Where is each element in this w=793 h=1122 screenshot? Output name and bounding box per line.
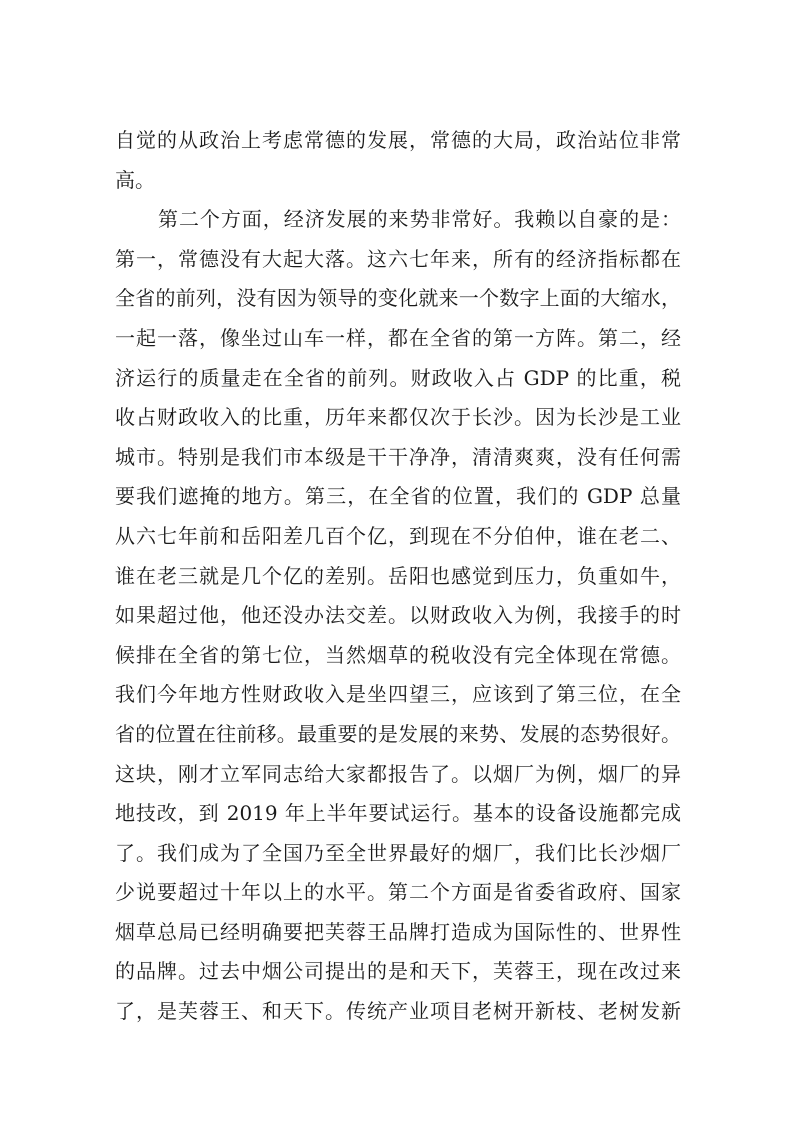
text-line: 要我们遮掩的地方。第三，在全省的位置，我们的 GDP 总量 [115, 484, 681, 509]
text-line: 收占财政收入的比重，历年来都仅次于长沙。因为长沙是工业 [115, 405, 681, 430]
text-line: 烟草总局已经明确要把芙蓉王品牌打造成为国际性的、世界性 [115, 919, 681, 944]
document-body [115, 121, 681, 1032]
text-line: 如果超过他，他还没办法交差。以财政收入为例，我接手的时 [115, 603, 681, 628]
text-line: 济运行的质量走在全省的前列。财政收入占 GDP 的比重，税 [115, 365, 681, 390]
text-line: 地技改，到 2019 年上半年要试运行。基本的设备设施都完成 [115, 801, 681, 826]
text-line: 省的位置在往前移。最重要的是发展的来势、发展的态势很好。 [115, 721, 681, 746]
text-line: 谁在老三就是几个亿的差别。岳阳也感觉到压力，负重如牛， [115, 563, 681, 588]
text-line: 了。我们成为了全国乃至全世界最好的烟厂，我们比长沙烟厂 [115, 840, 681, 865]
paragraph-start-line: 第二个方面，经济发展的来势非常好。我赖以自豪的是： [158, 207, 681, 232]
text-line: 高。 [115, 167, 155, 192]
text-line: 自觉的从政治上考虑常德的发展，常德的大局，政治站位非常 [115, 128, 681, 152]
text-line: 候排在全省的第七位，当然烟草的税收没有完全体现在常德。 [115, 642, 681, 667]
text-line: 我们今年地方性财政收入是坐四望三，应该到了第三位，在全 [115, 682, 681, 707]
text-line: 这块，刚才立军同志给大家都报告了。以烟厂为例，烟厂的异 [115, 761, 681, 786]
text-line: 城市。特别是我们市本级是干干净净，清清爽爽，没有任何需 [115, 444, 681, 469]
text-line: 了，是芙蓉王、和天下。传统产业项目老树开新枝、老树发新 [115, 999, 681, 1024]
text-line: 的品牌。过去中烟公司提出的是和天下，芙蓉王，现在改过来 [115, 959, 681, 984]
text-line: 全省的前列，没有因为领导的变化就来一个数字上面的大缩水， [115, 286, 681, 311]
text-line: 第一，常德没有大起大落。这六七年来，所有的经济指标都在 [115, 246, 681, 271]
text-line: 从六七年前和岳阳差几百个亿，到现在不分伯仲，谁在老二、 [115, 523, 681, 548]
text-line: 少说要超过十年以上的水平。第二个方面是省委省政府、国家 [115, 880, 681, 905]
text-line: 一起一落，像坐过山车一样，都在全省的第一方阵。第二，经 [115, 325, 681, 350]
